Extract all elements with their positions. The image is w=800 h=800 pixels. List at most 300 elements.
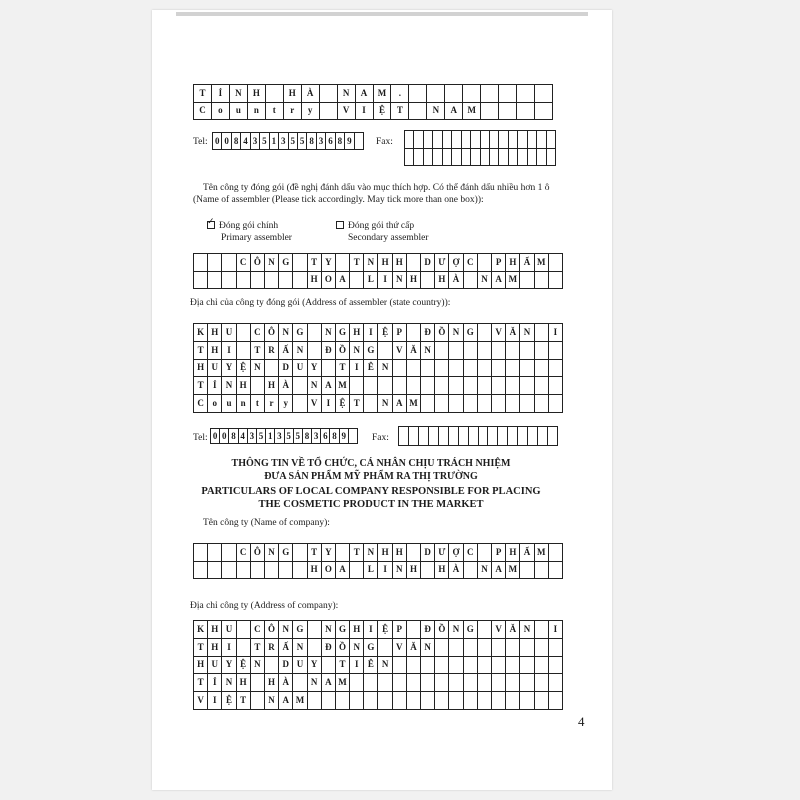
grid-cell: C [464, 254, 478, 272]
grid-cell: T [391, 103, 409, 121]
grid-cell: N [265, 544, 279, 562]
grid-cell: I [208, 692, 222, 710]
grid-cell: U [293, 657, 307, 675]
grid-cell: 1 [270, 133, 279, 150]
grid-cell [251, 674, 265, 692]
grid-cell: Ă [506, 621, 520, 639]
grid-cell [194, 254, 208, 272]
grid-cell [393, 692, 407, 710]
grid-cell: H [435, 562, 449, 580]
grid-cell: D [279, 657, 293, 675]
grid-cell: Ồ [435, 324, 449, 342]
grid-cell: I [378, 562, 392, 580]
grid-cell: N [279, 324, 293, 342]
grid-cell [492, 395, 506, 413]
grid-cell [464, 692, 478, 710]
grid-cell: T [194, 639, 208, 657]
grid-cell: H [208, 342, 222, 360]
secondary-checkbox[interactable] [336, 221, 344, 229]
grid-cell [266, 85, 284, 103]
grid-cell: L [364, 562, 378, 580]
grid-cell [293, 562, 307, 580]
grid-cell [535, 272, 549, 290]
grid-cell: V [393, 639, 407, 657]
grid-cell: U [208, 360, 222, 378]
grid-cell [308, 342, 322, 360]
page-top-edge [176, 12, 588, 16]
grid-cell [549, 562, 563, 580]
grid-cell: T [308, 544, 322, 562]
grid-cell [320, 85, 338, 103]
grid-cell [378, 342, 392, 360]
grid-cell: À [279, 674, 293, 692]
grid-cell: A [322, 674, 336, 692]
grid-cell: Đ [322, 342, 336, 360]
grid-cell [506, 674, 520, 692]
grid-cell: 4 [241, 133, 250, 150]
grid-cell: A [492, 562, 506, 580]
grid-cell: Y [322, 254, 336, 272]
grid-cell: Y [308, 657, 322, 675]
grid-cell: t [266, 103, 284, 121]
grid-cell: y [279, 395, 293, 413]
grid-cell [520, 639, 534, 657]
grid-cell: Ợ [449, 544, 463, 562]
grid-cell [478, 395, 492, 413]
grid-cell: H [265, 674, 279, 692]
grid-cell: N [378, 395, 392, 413]
grid-cell: Ô [265, 324, 279, 342]
grid-cell [464, 674, 478, 692]
grid-cell: 3 [279, 133, 288, 150]
grid-cell: M [506, 272, 520, 290]
address-grid-top [193, 84, 553, 120]
grid-cell [464, 639, 478, 657]
grid-cell: À [302, 85, 320, 103]
grid-cell [452, 131, 461, 149]
grid-cell [549, 377, 563, 395]
grid-cell: H [248, 85, 266, 103]
grid-cell [435, 692, 449, 710]
grid-cell [535, 103, 553, 121]
grid-cell: N [427, 103, 445, 121]
tel-grid-top[interactable] [212, 132, 364, 150]
grid-cell [478, 544, 492, 562]
grid-cell: V [393, 342, 407, 360]
grid-cell [469, 427, 479, 446]
grid-cell [251, 562, 265, 580]
grid-cell: 0 [213, 133, 222, 150]
grid-cell: Ẩ [520, 544, 534, 562]
grid-cell: . [391, 85, 409, 103]
grid-cell [518, 149, 527, 167]
grid-cell [449, 639, 463, 657]
grid-cell [405, 131, 414, 149]
grid-cell [462, 131, 471, 149]
grid-cell [237, 562, 251, 580]
grid-cell: 8 [330, 429, 339, 444]
grid-cell [350, 377, 364, 395]
grid-cell [499, 131, 508, 149]
grid-cell: M [407, 395, 421, 413]
grid-cell [349, 429, 358, 444]
grid-cell [427, 85, 445, 103]
grid-cell [549, 395, 563, 413]
grid-cell: H [378, 544, 392, 562]
grid-cell: u [222, 395, 236, 413]
grid-cell: Ồ [435, 621, 449, 639]
grid-cell: Ệ [237, 360, 251, 378]
grid-cell [478, 377, 492, 395]
grid-cell [464, 272, 478, 290]
grid-cell: N [350, 342, 364, 360]
grid-cell: V [308, 395, 322, 413]
grid-cell: U [222, 324, 236, 342]
grid-cell: I [364, 324, 378, 342]
grid-cell [535, 377, 549, 395]
grid-cell [364, 395, 378, 413]
grid-cell [350, 562, 364, 580]
grid-cell: H [194, 360, 208, 378]
grid-cell: M [374, 85, 392, 103]
grid-cell [535, 324, 549, 342]
grid-cell [499, 103, 517, 121]
grid-cell [509, 131, 518, 149]
assembler-name-grid[interactable] [193, 253, 563, 289]
grid-cell [251, 272, 265, 290]
grid-cell: Đ [421, 324, 435, 342]
grid-cell: H [407, 272, 421, 290]
grid-cell: C [464, 544, 478, 562]
grid-cell [251, 377, 265, 395]
grid-cell [279, 562, 293, 580]
grid-cell [378, 674, 392, 692]
grid-cell [506, 395, 520, 413]
grid-cell [549, 657, 563, 675]
grid-cell: H [194, 657, 208, 675]
grid-cell: T [194, 85, 212, 103]
grid-cell [378, 692, 392, 710]
grid-cell [433, 131, 442, 149]
grid-cell [520, 562, 534, 580]
grid-cell [481, 149, 490, 167]
grid-cell: o [212, 103, 230, 121]
grid-cell [399, 427, 409, 446]
grid-cell [293, 254, 307, 272]
grid-cell [549, 272, 563, 290]
grid-cell [471, 149, 480, 167]
grid-cell: r [265, 395, 279, 413]
grid-cell: N [393, 272, 407, 290]
grid-cell: Ệ [222, 692, 236, 710]
grid-cell [449, 427, 459, 446]
grid-cell [449, 674, 463, 692]
heading-vi-2: ĐƯA SẢN PHẨM MỸ PHẨM RA THỊ TRƯỜNG [264, 471, 478, 482]
grid-cell: M [336, 377, 350, 395]
grid-cell: N [364, 254, 378, 272]
grid-cell: V [194, 692, 208, 710]
grid-cell [421, 562, 435, 580]
grid-cell [407, 544, 421, 562]
grid-cell [506, 377, 520, 395]
grid-cell: T [308, 254, 322, 272]
grid-cell: H [350, 324, 364, 342]
fax-label-assembler: Fax: [372, 433, 389, 443]
grid-cell: Đ [322, 639, 336, 657]
grid-cell: H [506, 544, 520, 562]
grid-cell [535, 360, 549, 378]
grid-cell [336, 692, 350, 710]
grid-cell [407, 254, 421, 272]
grid-cell [452, 149, 461, 167]
grid-cell [478, 342, 492, 360]
grid-cell: 3 [248, 429, 257, 444]
grid-cell [506, 639, 520, 657]
grid-cell [492, 657, 506, 675]
grid-cell [478, 657, 492, 675]
grid-cell: N [251, 657, 265, 675]
grid-cell: T [336, 657, 350, 675]
grid-cell: Ê [364, 657, 378, 675]
grid-cell [506, 692, 520, 710]
grid-cell: N [393, 562, 407, 580]
grid-cell: u [230, 103, 248, 121]
grid-cell [308, 639, 322, 657]
grid-cell: À [449, 562, 463, 580]
grid-cell: D [279, 360, 293, 378]
grid-cell: Y [222, 360, 236, 378]
grid-cell: t [251, 395, 265, 413]
grid-cell [535, 674, 549, 692]
grid-cell [435, 377, 449, 395]
grid-cell: y [302, 103, 320, 121]
grid-cell: N [322, 621, 336, 639]
grid-cell: N [478, 562, 492, 580]
grid-cell [547, 149, 556, 167]
primary-assembler-option[interactable] [207, 221, 278, 232]
grid-cell [208, 562, 222, 580]
grid-cell [378, 377, 392, 395]
grid-cell: G [293, 324, 307, 342]
grid-cell: D [421, 254, 435, 272]
grid-cell [549, 544, 563, 562]
grid-cell: C [237, 544, 251, 562]
tel-grid-assembler[interactable] [210, 428, 358, 444]
grid-cell: M [293, 692, 307, 710]
grid-cell [435, 395, 449, 413]
grid-cell [237, 272, 251, 290]
grid-cell [538, 427, 548, 446]
grid-cell: Ă [407, 342, 421, 360]
grid-cell [528, 149, 537, 167]
grid-cell: N [449, 324, 463, 342]
grid-cell: I [356, 103, 374, 121]
grid-cell: Ư [435, 254, 449, 272]
grid-cell [492, 639, 506, 657]
grid-cell [208, 254, 222, 272]
grid-cell [449, 377, 463, 395]
grid-cell: T [194, 674, 208, 692]
grid-cell: Đ [421, 621, 435, 639]
grid-cell [517, 85, 535, 103]
grid-cell: H [237, 377, 251, 395]
grid-cell [364, 674, 378, 692]
grid-cell [449, 657, 463, 675]
grid-cell [350, 272, 364, 290]
grid-cell [421, 360, 435, 378]
grid-cell: T [350, 544, 364, 562]
grid-cell [414, 149, 423, 167]
grid-cell [549, 692, 563, 710]
grid-cell: 0 [211, 429, 220, 444]
grid-cell: 3 [312, 429, 321, 444]
grid-cell [208, 272, 222, 290]
grid-cell: 6 [321, 429, 330, 444]
grid-cell: P [393, 621, 407, 639]
grid-cell [237, 639, 251, 657]
primary-checkbox[interactable] [207, 221, 215, 229]
grid-cell [535, 692, 549, 710]
grid-cell: R [265, 639, 279, 657]
grid-cell [393, 674, 407, 692]
grid-cell: Ấ [279, 342, 293, 360]
grid-cell [509, 149, 518, 167]
grid-cell [492, 674, 506, 692]
grid-cell [407, 692, 421, 710]
grid-cell [355, 133, 364, 150]
grid-cell: 6 [326, 133, 335, 150]
grid-cell: 9 [345, 133, 354, 150]
grid-cell: N [308, 674, 322, 692]
grid-cell [421, 674, 435, 692]
grid-cell: A [279, 692, 293, 710]
grid-cell [488, 427, 498, 446]
grid-cell [293, 544, 307, 562]
grid-cell [429, 427, 439, 446]
grid-cell [435, 657, 449, 675]
grid-cell: N [279, 621, 293, 639]
grid-cell: o [208, 395, 222, 413]
secondary-assembler-option[interactable] [336, 221, 414, 232]
grid-cell: I [378, 272, 392, 290]
grid-cell: U [293, 360, 307, 378]
grid-cell: N [222, 674, 236, 692]
grid-cell: Ă [506, 324, 520, 342]
grid-cell: 0 [220, 429, 229, 444]
grid-cell: Ô [251, 254, 265, 272]
grid-cell: Ỉ [208, 674, 222, 692]
grid-cell: N [230, 85, 248, 103]
grid-cell: Y [222, 657, 236, 675]
grid-cell [407, 674, 421, 692]
grid-cell: Ệ [374, 103, 392, 121]
grid-cell [449, 692, 463, 710]
fax-grid-top[interactable] [404, 130, 556, 166]
grid-cell: P [492, 254, 506, 272]
grid-cell [479, 427, 489, 446]
grid-cell: Ợ [449, 254, 463, 272]
grid-cell [481, 85, 499, 103]
grid-cell: A [393, 395, 407, 413]
grid-cell [237, 342, 251, 360]
grid-cell: Ệ [237, 657, 251, 675]
grid-cell [194, 562, 208, 580]
grid-cell: n [237, 395, 251, 413]
grid-cell: G [336, 621, 350, 639]
grid-cell: N [364, 544, 378, 562]
grid-cell [433, 149, 442, 167]
grid-cell [478, 692, 492, 710]
grid-cell [405, 149, 414, 167]
grid-cell [478, 674, 492, 692]
grid-cell [549, 342, 563, 360]
grid-cell [464, 395, 478, 413]
grid-cell: 5 [260, 133, 269, 150]
company-address-grid[interactable] [193, 620, 563, 710]
grid-cell [421, 657, 435, 675]
grid-cell [528, 131, 537, 149]
grid-cell: N [421, 342, 435, 360]
grid-cell: H [208, 621, 222, 639]
grid-cell [393, 657, 407, 675]
grid-cell [478, 360, 492, 378]
grid-cell: V [338, 103, 356, 121]
grid-cell [506, 342, 520, 360]
company-name-grid[interactable] [193, 543, 563, 579]
grid-cell [443, 149, 452, 167]
grid-cell: C [251, 621, 265, 639]
grid-cell [499, 149, 508, 167]
grid-cell [364, 692, 378, 710]
grid-cell: D [421, 544, 435, 562]
grid-cell: I [222, 639, 236, 657]
grid-cell [462, 149, 471, 167]
grid-cell: R [265, 342, 279, 360]
grid-cell [265, 657, 279, 675]
grid-cell: H [237, 674, 251, 692]
grid-cell: G [464, 324, 478, 342]
grid-cell: O [322, 272, 336, 290]
grid-cell [492, 360, 506, 378]
grid-cell [471, 131, 480, 149]
grid-cell [537, 149, 546, 167]
grid-cell: 9 [340, 429, 349, 444]
fax-grid-assembler[interactable] [398, 426, 558, 446]
grid-cell: M [463, 103, 481, 121]
grid-cell [320, 103, 338, 121]
grid-cell [237, 621, 251, 639]
assembler-question-vi: Tên công ty đóng gói (đề nghị đánh dấu vào mục thích hợp. Có thể đánh dấu nhiều hơn 1 ô [203, 183, 550, 193]
grid-cell [478, 639, 492, 657]
grid-cell [350, 674, 364, 692]
grid-cell: N [265, 692, 279, 710]
grid-cell: N [378, 657, 392, 675]
grid-cell [443, 131, 452, 149]
grid-cell: K [194, 324, 208, 342]
heading-en-2: THE COSMETIC PRODUCT IN THE MARKET [258, 499, 484, 510]
grid-cell [535, 342, 549, 360]
grid-cell [336, 544, 350, 562]
assembler-address-grid[interactable] [193, 323, 563, 413]
grid-cell: G [279, 254, 293, 272]
grid-cell: 5 [285, 429, 294, 444]
grid-cell: I [350, 657, 364, 675]
grid-cell: H [308, 562, 322, 580]
grid-cell: C [194, 103, 212, 121]
grid-cell: À [449, 272, 463, 290]
grid-cell [535, 395, 549, 413]
grid-cell [265, 562, 279, 580]
